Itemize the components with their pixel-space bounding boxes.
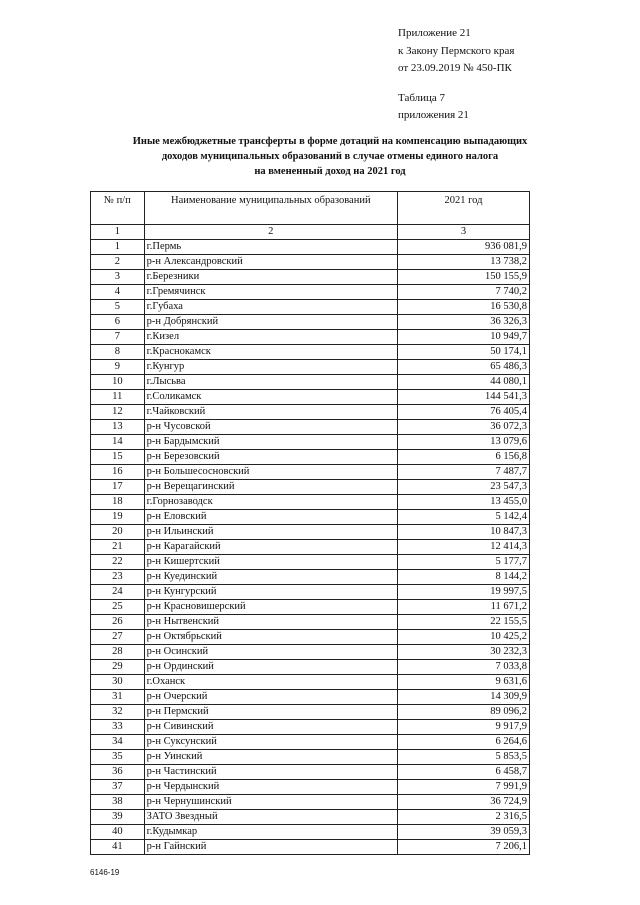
row-municipality: г.Чайковский — [144, 405, 397, 420]
row-value: 9 631,6 — [397, 675, 529, 690]
row-value: 144 541,3 — [397, 390, 529, 405]
row-municipality: р-н Карагайский — [144, 540, 397, 555]
row-municipality: р-н Нытвенский — [144, 615, 397, 630]
row-value: 19 997,5 — [397, 585, 529, 600]
row-municipality: г.Гремячинск — [144, 285, 397, 300]
table-row — [91, 450, 530, 465]
row-municipality: р-н Суксунский — [144, 735, 397, 750]
row-number: 31 — [91, 690, 145, 705]
row-value: 7 740,2 — [397, 285, 529, 300]
table-row — [91, 705, 530, 720]
row-value: 936 081,9 — [397, 240, 529, 255]
column-numbers-row — [91, 225, 530, 240]
row-value: 10 847,3 — [397, 525, 529, 540]
table-row — [91, 540, 530, 555]
row-municipality: р-н Верещагинский — [144, 480, 397, 495]
row-number: 35 — [91, 750, 145, 765]
table-row — [91, 840, 530, 855]
appendix-date: от 23.09.2019 № 450-ПК — [398, 62, 512, 74]
row-number: 16 — [91, 465, 145, 480]
colnum-2: 2 — [144, 225, 397, 240]
row-number: 33 — [91, 720, 145, 735]
table-row — [91, 615, 530, 630]
row-value: 6 156,8 — [397, 450, 529, 465]
row-municipality: г.Лысьва — [144, 375, 397, 390]
table-number: Таблица 7 — [398, 91, 446, 104]
row-value: 7 991,9 — [397, 780, 529, 795]
row-municipality: г.Соликамск — [144, 390, 397, 405]
row-number: 36 — [91, 765, 145, 780]
row-value: 44 080,1 — [397, 375, 529, 390]
row-municipality: г.Оханск — [144, 675, 397, 690]
row-municipality: р-н Бардымский — [144, 435, 397, 450]
table-row — [91, 555, 530, 570]
title-line-1: Иные межбюджетные трансферты в форме дотаций на компенсацию выпадающих — [132, 136, 528, 147]
table-body — [91, 225, 530, 855]
table-row — [91, 345, 530, 360]
table-row — [91, 390, 530, 405]
row-value: 30 232,3 — [397, 645, 529, 660]
row-number: 13 — [91, 420, 145, 435]
table-row — [91, 315, 530, 330]
title-line-2: доходов муниципальных образований в случае отмены единого налога — [161, 151, 499, 162]
row-municipality: р-н Александровский — [144, 255, 397, 270]
colnum-3: 3 — [397, 225, 529, 240]
row-number: 24 — [91, 585, 145, 600]
row-number: 3 — [91, 270, 145, 285]
table-row — [91, 405, 530, 420]
row-municipality: р-н Добрянский — [144, 315, 397, 330]
row-municipality: р-н Чусовской — [144, 420, 397, 435]
row-number: 25 — [91, 600, 145, 615]
row-number: 29 — [91, 660, 145, 675]
table-row — [91, 720, 530, 735]
row-number: 8 — [91, 345, 145, 360]
document-title — [60, 134, 600, 179]
row-municipality: р-н Ильинский — [144, 525, 397, 540]
row-number: 23 — [91, 570, 145, 585]
table-appendix-ref: приложения 21 — [398, 109, 469, 121]
row-number: 5 — [91, 300, 145, 315]
row-value: 2 316,5 — [397, 810, 529, 825]
table-row — [91, 360, 530, 375]
row-municipality: г.Кудымкар — [144, 825, 397, 840]
row-number: 27 — [91, 630, 145, 645]
row-value: 5 853,5 — [397, 750, 529, 765]
appendix-title: Приложение 21 — [398, 27, 471, 39]
row-municipality: г.Горнозаводск — [144, 495, 397, 510]
table-row — [91, 420, 530, 435]
row-number: 1 — [91, 240, 145, 255]
table-row — [91, 495, 530, 510]
table-row — [91, 465, 530, 480]
row-number: 19 — [91, 510, 145, 525]
table-row — [91, 525, 530, 540]
table-row — [91, 570, 530, 585]
row-number: 30 — [91, 675, 145, 690]
row-number: 41 — [91, 840, 145, 855]
row-municipality: ЗАТО Звездный — [144, 810, 397, 825]
row-number: 26 — [91, 615, 145, 630]
row-value: 7 487,7 — [397, 465, 529, 480]
table-row — [91, 375, 530, 390]
row-value: 11 671,2 — [397, 600, 529, 615]
row-value: 10 425,2 — [397, 630, 529, 645]
row-number: 10 — [91, 375, 145, 390]
row-municipality: г.Краснокамск — [144, 345, 397, 360]
table-row — [91, 330, 530, 345]
row-municipality: р-н Частинский — [144, 765, 397, 780]
row-number: 15 — [91, 450, 145, 465]
table-row — [91, 780, 530, 795]
row-municipality: р-н Красновишерский — [144, 600, 397, 615]
row-number: 18 — [91, 495, 145, 510]
row-value: 36 326,3 — [397, 315, 529, 330]
row-number: 38 — [91, 795, 145, 810]
row-number: 37 — [91, 780, 145, 795]
row-number: 17 — [91, 480, 145, 495]
table-row — [91, 255, 530, 270]
table-row — [91, 240, 530, 255]
row-value: 7 206,1 — [397, 840, 529, 855]
table-row — [91, 630, 530, 645]
row-number: 22 — [91, 555, 145, 570]
row-value: 23 547,3 — [397, 480, 529, 495]
row-value: 9 917,9 — [397, 720, 529, 735]
table-row — [91, 795, 530, 810]
table-row — [91, 435, 530, 450]
row-municipality: р-н Еловский — [144, 510, 397, 525]
header-num: № п/п — [91, 192, 145, 225]
table-row — [91, 270, 530, 285]
row-value: 36 724,9 — [397, 795, 529, 810]
row-municipality: р-н Куединский — [144, 570, 397, 585]
row-municipality: г.Пермь — [144, 240, 397, 255]
table-row — [91, 480, 530, 495]
document-code: 6146-19 — [90, 868, 120, 877]
row-municipality: г.Губаха — [144, 300, 397, 315]
title-line-3: на вмененный доход на 2021 год — [254, 166, 406, 177]
table-row — [91, 810, 530, 825]
row-municipality: р-н Гайнский — [144, 840, 397, 855]
row-municipality: р-н Осинский — [144, 645, 397, 660]
row-number: 14 — [91, 435, 145, 450]
row-value: 16 530,8 — [397, 300, 529, 315]
row-municipality: р-н Чернушинский — [144, 795, 397, 810]
row-municipality: р-н Большесосновский — [144, 465, 397, 480]
table-row — [91, 285, 530, 300]
table-row — [91, 510, 530, 525]
row-municipality: г.Кизел — [144, 330, 397, 345]
row-municipality: р-н Кишертский — [144, 555, 397, 570]
table-row — [91, 735, 530, 750]
header-year: 2021 год — [397, 192, 529, 225]
row-value: 13 455,0 — [397, 495, 529, 510]
row-value: 6 458,7 — [397, 765, 529, 780]
table-header-row — [91, 192, 530, 225]
row-municipality: р-н Очерский — [144, 690, 397, 705]
row-number: 34 — [91, 735, 145, 750]
table-row — [91, 660, 530, 675]
row-value: 36 072,3 — [397, 420, 529, 435]
table-row — [91, 765, 530, 780]
row-value: 150 155,9 — [397, 270, 529, 285]
row-number: 39 — [91, 810, 145, 825]
table-row — [91, 750, 530, 765]
row-number: 11 — [91, 390, 145, 405]
row-municipality: р-н Пермский — [144, 705, 397, 720]
row-value: 65 486,3 — [397, 360, 529, 375]
row-value: 22 155,5 — [397, 615, 529, 630]
transfers-table — [90, 191, 530, 855]
row-number: 7 — [91, 330, 145, 345]
colnum-1: 1 — [91, 225, 145, 240]
row-value: 89 096,2 — [397, 705, 529, 720]
row-municipality: р-н Кунгурский — [144, 585, 397, 600]
row-number: 2 — [91, 255, 145, 270]
row-number: 20 — [91, 525, 145, 540]
row-value: 6 264,6 — [397, 735, 529, 750]
row-municipality: р-н Березовский — [144, 450, 397, 465]
row-number: 12 — [91, 405, 145, 420]
row-municipality: г.Кунгур — [144, 360, 397, 375]
row-value: 13 738,2 — [397, 255, 529, 270]
row-number: 40 — [91, 825, 145, 840]
row-municipality: р-н Ординский — [144, 660, 397, 675]
row-value: 50 174,1 — [397, 345, 529, 360]
row-value: 14 309,9 — [397, 690, 529, 705]
table-row — [91, 300, 530, 315]
row-value: 5 177,7 — [397, 555, 529, 570]
table-row — [91, 645, 530, 660]
appendix-law: к Закону Пермского края — [398, 44, 515, 57]
row-municipality: г.Березники — [144, 270, 397, 285]
row-value: 7 033,8 — [397, 660, 529, 675]
row-number: 21 — [91, 540, 145, 555]
table-row — [91, 675, 530, 690]
appendix-header — [398, 25, 514, 125]
table-row — [91, 600, 530, 615]
row-value: 76 405,4 — [397, 405, 529, 420]
row-value: 39 059,3 — [397, 825, 529, 840]
table-row — [91, 690, 530, 705]
row-number: 6 — [91, 315, 145, 330]
table-row — [91, 825, 530, 840]
row-municipality: р-н Чердынский — [144, 780, 397, 795]
row-value: 8 144,2 — [397, 570, 529, 585]
row-value: 13 079,6 — [397, 435, 529, 450]
row-value: 5 142,4 — [397, 510, 529, 525]
table-row — [91, 585, 530, 600]
row-number: 32 — [91, 705, 145, 720]
row-number: 4 — [91, 285, 145, 300]
row-value: 12 414,3 — [397, 540, 529, 555]
row-municipality: р-н Сивинский — [144, 720, 397, 735]
row-number: 9 — [91, 360, 145, 375]
row-value: 10 949,7 — [397, 330, 529, 345]
row-municipality: р-н Октябрьский — [144, 630, 397, 645]
row-number: 28 — [91, 645, 145, 660]
header-name: Наименование муниципальных образований — [144, 192, 397, 225]
row-municipality: р-н Уинский — [144, 750, 397, 765]
